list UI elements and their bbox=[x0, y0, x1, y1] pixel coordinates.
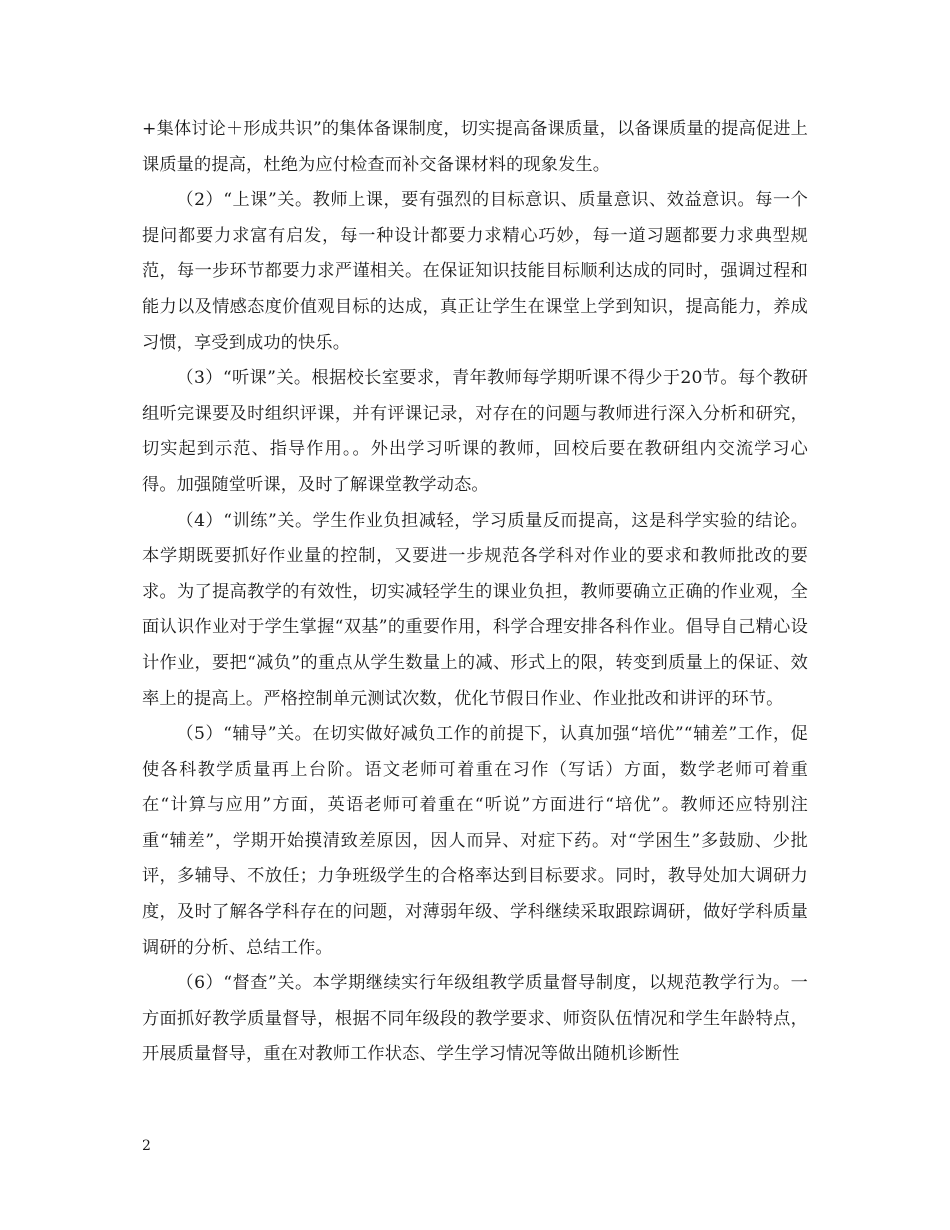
page-number: 2 bbox=[142, 1138, 151, 1154]
paragraph-training: （4）“训练”关。学生作业负担减轻，学习质量反而提高，这是科学实验的结论。本学期既要抓好作业量的控制，又要进一步规范各学科对作业的要求和教师批改的要求。为了提高教学的有效性，切实减轻学生的课业负担，教师要确立正确的作业观，全面认识作业对于学生掌握“双基”的重要作用，科学合理安排各科作业。倡导自己精心设计作业，要把“减负”的重点从学生数量上的减、形式上的限，转变到质量上的保证、效率上的提高上。严格控制单元测试次数，优化节假日作业、作业批改和讲评的环节。 bbox=[142, 510, 808, 709]
paragraph-lesson: （2）“上课”关。教师上课，要有强烈的目标意识、质量意识、效益意识。每一个提问都要力求富有启发，每一种设计都要力求精心巧妙，每一道习题都要力求典型规范，每一步环节都要力求严谨相关。在保证知识技能目标顺利达成的同时，强调过程和能力以及情感态度价值观目标的达成，真正让学生在课堂上学到知识，提高能力，养成习惯，享受到成功的快乐。 bbox=[142, 190, 808, 353]
paragraph-tutoring: （5）“辅导”关。在切实做好减负工作的前提下，认真加强“培优”“辅差”工作，促使各科教学质量再上台阶。语文老师可着重在习作（写话）方面，数学老师可着重在“计算与应用”方面，英语老师可着重在“听说”方面进行“培优”。教师还应特别注重“辅差”，学期开始摸清致差原因，因人而异、对症下药。对“学困生”多鼓励、少批评，多辅导、不放任；力争班级学生的合格率达到目标要求。同时，教导处加大调研力度，及时了解各学科存在的问题，对薄弱年级、学科继续采取跟踪调研，做好学科质量调研的分析、总结工作。 bbox=[142, 724, 808, 958]
paragraph-continuation: +集体讨论＋形成共识”的集体备课制度，切实提高备课质量，以备课质量的提高促进上课质量的提高，杜绝为应付检查而补交备课材料的现象发生。 bbox=[142, 119, 808, 175]
document-body bbox=[142, 112, 808, 1073]
paragraph-supervision: （6）“督查”关。本学期继续实行年级组教学质量督导制度，以规范教学行为。一方面抓好教学质量督导，根据不同年级段的教学要求、师资队伍情况和学生年龄特点，开展质量督导，重在对教师工作状态、学生学习情况等做出随机诊断性 bbox=[142, 973, 808, 1065]
paragraph-observation: （3）“听课”关。根据校长室要求，青年教师每学期听课不得少于20节。每个教研组听完课要及时组织评课，并有评课记录，对存在的问题与教师进行深入分析和研究，切实起到示范、指导作用。。外出学习听课的教师，回校后要在教研组内交流学习心得。加强随堂听课，及时了解课堂教学动态。 bbox=[142, 368, 808, 495]
